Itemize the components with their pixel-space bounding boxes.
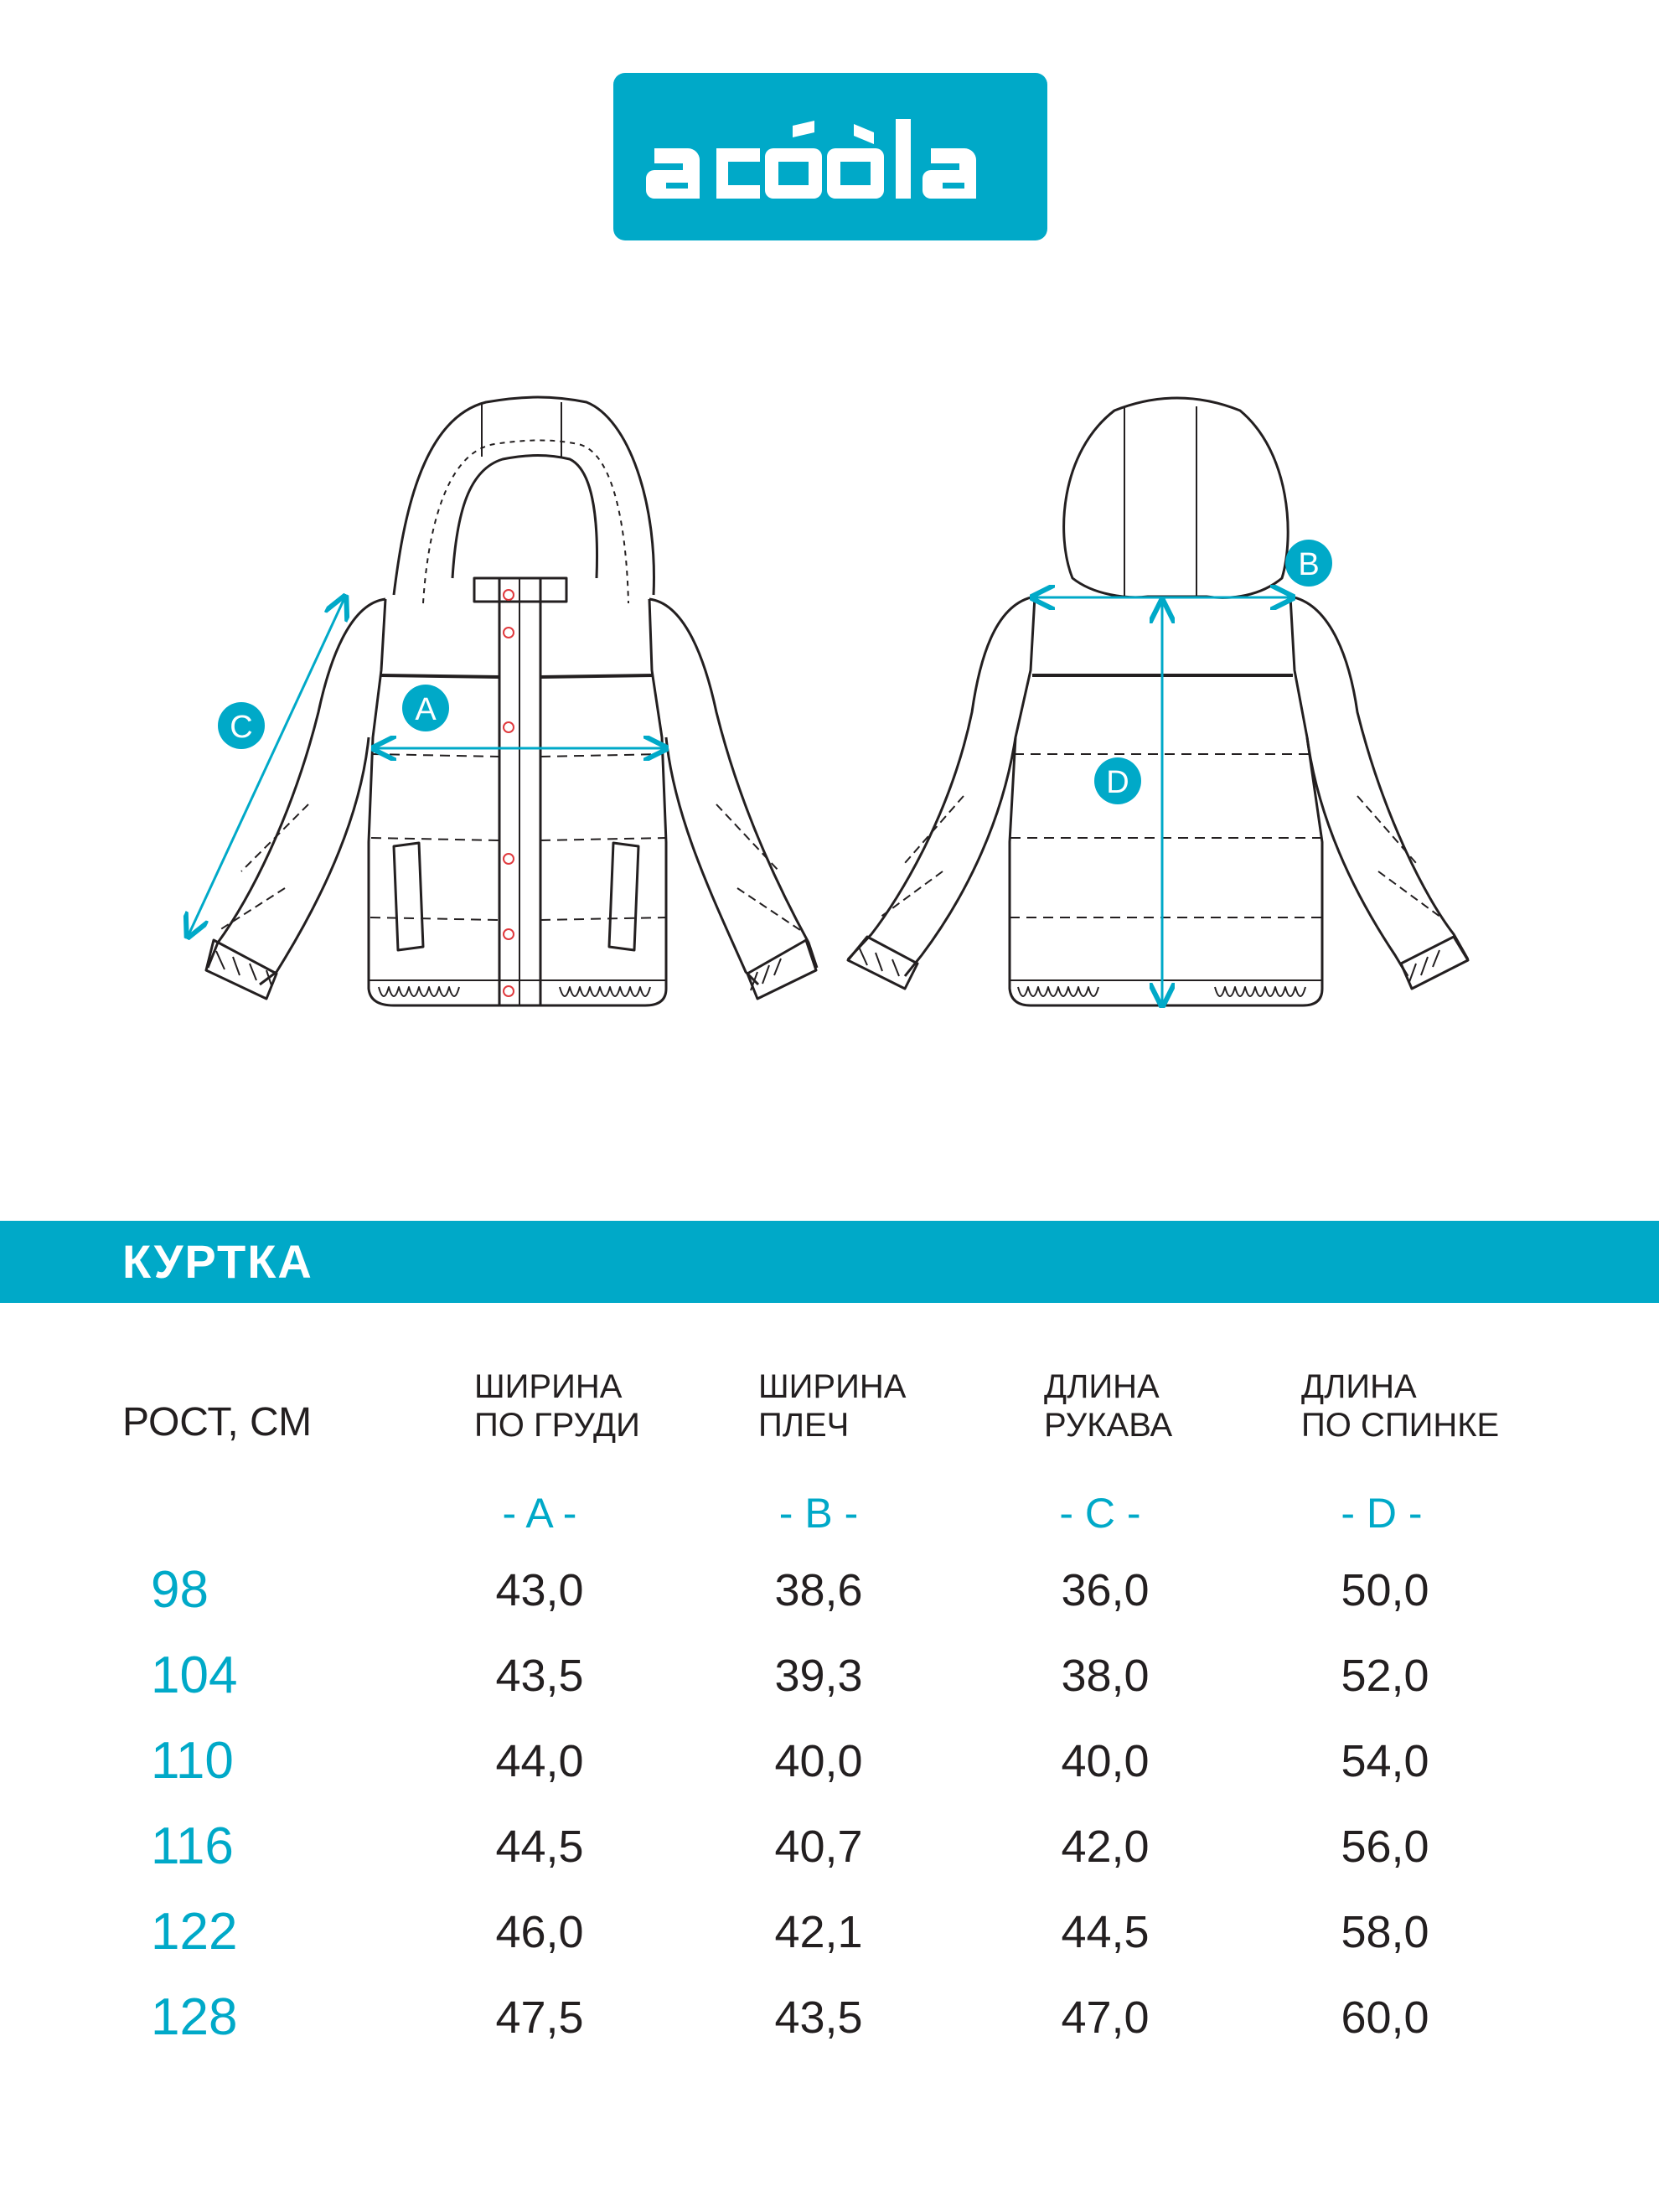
height-value: 98 — [151, 1561, 209, 1619]
height-column-header: РОСТ, СМ — [122, 1400, 313, 1445]
chest-width-value: 46,0 — [495, 1907, 584, 1957]
table-row — [0, 1561, 1659, 1628]
height-value: 104 — [151, 1646, 238, 1704]
column-header-sleeve — [1044, 1367, 1172, 1445]
shoulder-width-value: 40,7 — [774, 1822, 863, 1872]
height-value: 110 — [151, 1732, 234, 1790]
column-code-a: - A - — [502, 1490, 577, 1537]
back-length-value: 50,0 — [1341, 1565, 1429, 1615]
shoulder-width-value: 39,3 — [774, 1651, 863, 1701]
shoulder-width-value: 42,1 — [774, 1907, 863, 1957]
column-code-c: - C - — [1059, 1490, 1141, 1537]
label-d-marker — [1094, 757, 1141, 804]
table-row — [0, 1988, 1659, 2055]
column-header-line2: ПЛЕЧ — [758, 1407, 850, 1444]
section-title: КУРТКА — [122, 1235, 313, 1288]
acoola-logo-wordmark — [646, 102, 1015, 211]
table-row — [0, 1646, 1659, 1713]
back-length-value: 60,0 — [1341, 1992, 1429, 2043]
sleeve-length-value: 36,0 — [1061, 1565, 1150, 1615]
label-a-marker — [402, 685, 449, 731]
sleeve-length-value: 47,0 — [1061, 1992, 1150, 2043]
shoulder-width-value: 40,0 — [774, 1736, 863, 1786]
label-d: D — [1106, 765, 1129, 800]
label-a: A — [415, 692, 437, 727]
table-row — [0, 1903, 1659, 1970]
brand-logo — [613, 73, 1047, 240]
table-row — [0, 1817, 1659, 1884]
height-value: 122 — [151, 1903, 238, 1961]
shoulder-width-value: 43,5 — [774, 1992, 863, 2043]
sleeve-length-value: 42,0 — [1061, 1822, 1150, 1872]
chest-width-value: 44,5 — [495, 1822, 584, 1872]
chest-width-value: 43,5 — [495, 1651, 584, 1701]
column-header-line1: ШИРИНА — [758, 1368, 907, 1405]
column-header-line2: ПО ГРУДИ — [474, 1407, 640, 1444]
back-length-value: 56,0 — [1341, 1822, 1429, 1872]
chest-width-value: 43,0 — [495, 1565, 584, 1615]
table-row — [0, 1732, 1659, 1799]
sleeve-length-value: 38,0 — [1061, 1651, 1150, 1701]
jacket-back-view — [848, 398, 1468, 1005]
column-code-d: - D - — [1341, 1490, 1423, 1537]
back-length-value: 54,0 — [1341, 1736, 1429, 1786]
chest-width-value: 44,0 — [495, 1736, 584, 1786]
shoulder-width-value: 38,6 — [774, 1565, 863, 1615]
sleeve-length-value: 44,5 — [1061, 1907, 1150, 1957]
back-length-value: 52,0 — [1341, 1651, 1429, 1701]
column-header-line1: ШИРИНА — [474, 1368, 623, 1405]
chest-width-value: 47,5 — [495, 1992, 584, 2043]
label-c: C — [230, 710, 253, 745]
measure-line-c — [188, 597, 345, 937]
measure-lines-front — [188, 597, 666, 937]
measure-lines-back — [1032, 597, 1293, 1005]
column-header-line1: ДЛИНА — [1044, 1368, 1160, 1405]
column-header-shoulders — [758, 1367, 906, 1445]
back-length-value: 58,0 — [1341, 1907, 1429, 1957]
label-c-marker — [218, 702, 265, 749]
height-value: 116 — [151, 1817, 234, 1875]
label-b: B — [1298, 547, 1320, 582]
column-header-line2: ПО СПИНКЕ — [1301, 1407, 1500, 1444]
column-header-line1: ДЛИНА — [1301, 1368, 1417, 1405]
label-b-marker — [1285, 540, 1332, 587]
height-value: 128 — [151, 1988, 238, 2046]
jacket-measurement-diagram — [0, 369, 1659, 1106]
column-header-line2: РУКАВА — [1044, 1407, 1173, 1444]
column-header-chest — [474, 1367, 640, 1445]
column-header-back-length — [1301, 1367, 1499, 1445]
column-code-b: - B - — [778, 1490, 859, 1537]
sleeve-length-value: 40,0 — [1061, 1736, 1150, 1786]
